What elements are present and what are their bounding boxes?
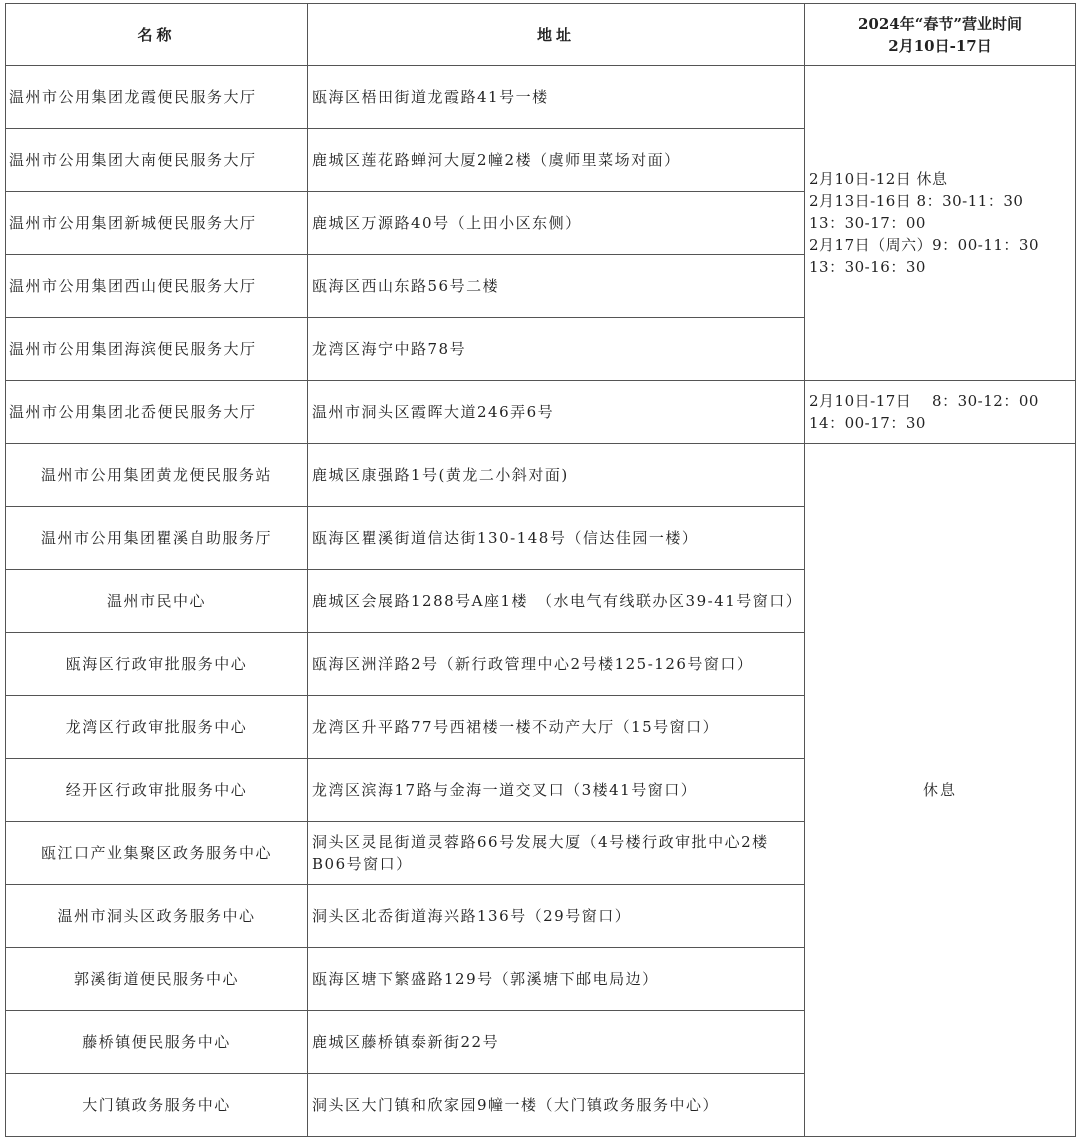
row-name: 龙湾区行政审批服务中心: [6, 696, 308, 759]
row-address: 瓯海区塘下繁盛路129号（郭溪塘下邮电局边）: [308, 948, 805, 1011]
row-address: 鹿城区藤桥镇泰新街22号: [308, 1011, 805, 1074]
row-name: 温州市公用集团海滨便民服务大厅: [6, 318, 308, 381]
row-name: 温州市公用集团北岙便民服务大厅: [6, 381, 308, 444]
row-name: 温州市洞头区政务服务中心: [6, 885, 308, 948]
row-name: 瓯海区行政审批服务中心: [6, 633, 308, 696]
row-name: 藤桥镇便民服务中心: [6, 1011, 308, 1074]
row-address: 鹿城区会展路1288号A座1楼 （水电气有线联办区39-41号窗口）: [308, 570, 805, 633]
row-name: 温州市公用集团新城便民服务大厅: [6, 192, 308, 255]
row-name: 温州市公用集团黄龙便民服务站: [6, 444, 308, 507]
row-address: 洞头区北岙街道海兴路136号（29号窗口）: [308, 885, 805, 948]
row-name: 温州市公用集团瞿溪自助服务厅: [6, 507, 308, 570]
row-address: 龙湾区升平路77号西裙楼一楼不动产大厅（15号窗口）: [308, 696, 805, 759]
hours-group-2: [805, 381, 1076, 444]
row-address: 龙湾区海宁中路78号: [308, 318, 805, 381]
row-address: 瓯海区西山东路56号二楼: [308, 255, 805, 318]
row-address: 瓯海区洲洋路2号（新行政管理中心2号楼125-126号窗口）: [308, 633, 805, 696]
row-address: 鹿城区康强路1号(黄龙二小斜对面): [308, 444, 805, 507]
row-name: 郭溪街道便民服务中心: [6, 948, 308, 1011]
row-address: 鹿城区万源路40号（上田小区东侧）: [308, 192, 805, 255]
row-address: 洞头区大门镇和欣家园9幢一楼（大门镇政务服务中心）: [308, 1074, 805, 1137]
header-hours-title: 2024年“春节”营业时间: [857, 14, 1022, 33]
row-name: 温州市公用集团大南便民服务大厅: [6, 129, 308, 192]
row-name: 经开区行政审批服务中心: [6, 759, 308, 822]
header-hours-dates: 2月10日-17日: [888, 36, 992, 55]
hours-line: 2月17日（周六）9：00-11：30: [809, 236, 1040, 254]
table-row: [6, 66, 1076, 129]
table-row: [6, 381, 1076, 444]
hours-line: 2月13日-16日 8：30-11：30: [809, 192, 1024, 210]
row-name: 温州市公用集团西山便民服务大厅: [6, 255, 308, 318]
hours-group-3: 休息: [805, 444, 1076, 1137]
header-name: 名称: [6, 4, 308, 66]
row-address: 鹿城区莲花路蝉河大厦2幢2楼（虞师里菜场对面）: [308, 129, 805, 192]
header-address: 地址: [308, 4, 805, 66]
row-name: 温州市民中心: [6, 570, 308, 633]
row-name: 瓯江口产业集聚区政务服务中心: [6, 822, 308, 885]
table-row: [6, 444, 1076, 507]
row-address: 瓯海区瞿溪街道信达街130-148号（信达佳园一楼）: [308, 507, 805, 570]
hours-line: 13：30-16：30: [809, 258, 926, 276]
hours-group-1: [805, 66, 1076, 381]
hours-line: 14：00-17：30: [809, 414, 926, 432]
row-name: 温州市公用集团龙霞便民服务大厅: [6, 66, 308, 129]
row-address: 温州市洞头区霞晖大道246弄6号: [308, 381, 805, 444]
business-hours-table: [5, 3, 1076, 1137]
row-address: 龙湾区滨海17路与金海一道交叉口（3楼41号窗口）: [308, 759, 805, 822]
hours-line: 2月10日-12日 休息: [809, 170, 948, 188]
row-address: 瓯海区梧田街道龙霞路41号一楼: [308, 66, 805, 129]
hours-line: 2月10日-17日 8：30-12：00: [809, 392, 1039, 410]
header-hours: [805, 4, 1076, 66]
row-name: 大门镇政务服务中心: [6, 1074, 308, 1137]
row-address: 洞头区灵昆街道灵蓉路66号发展大厦（4号楼行政审批中心2楼B06号窗口）: [308, 822, 805, 885]
hours-line: 13：30-17：00: [809, 214, 926, 232]
